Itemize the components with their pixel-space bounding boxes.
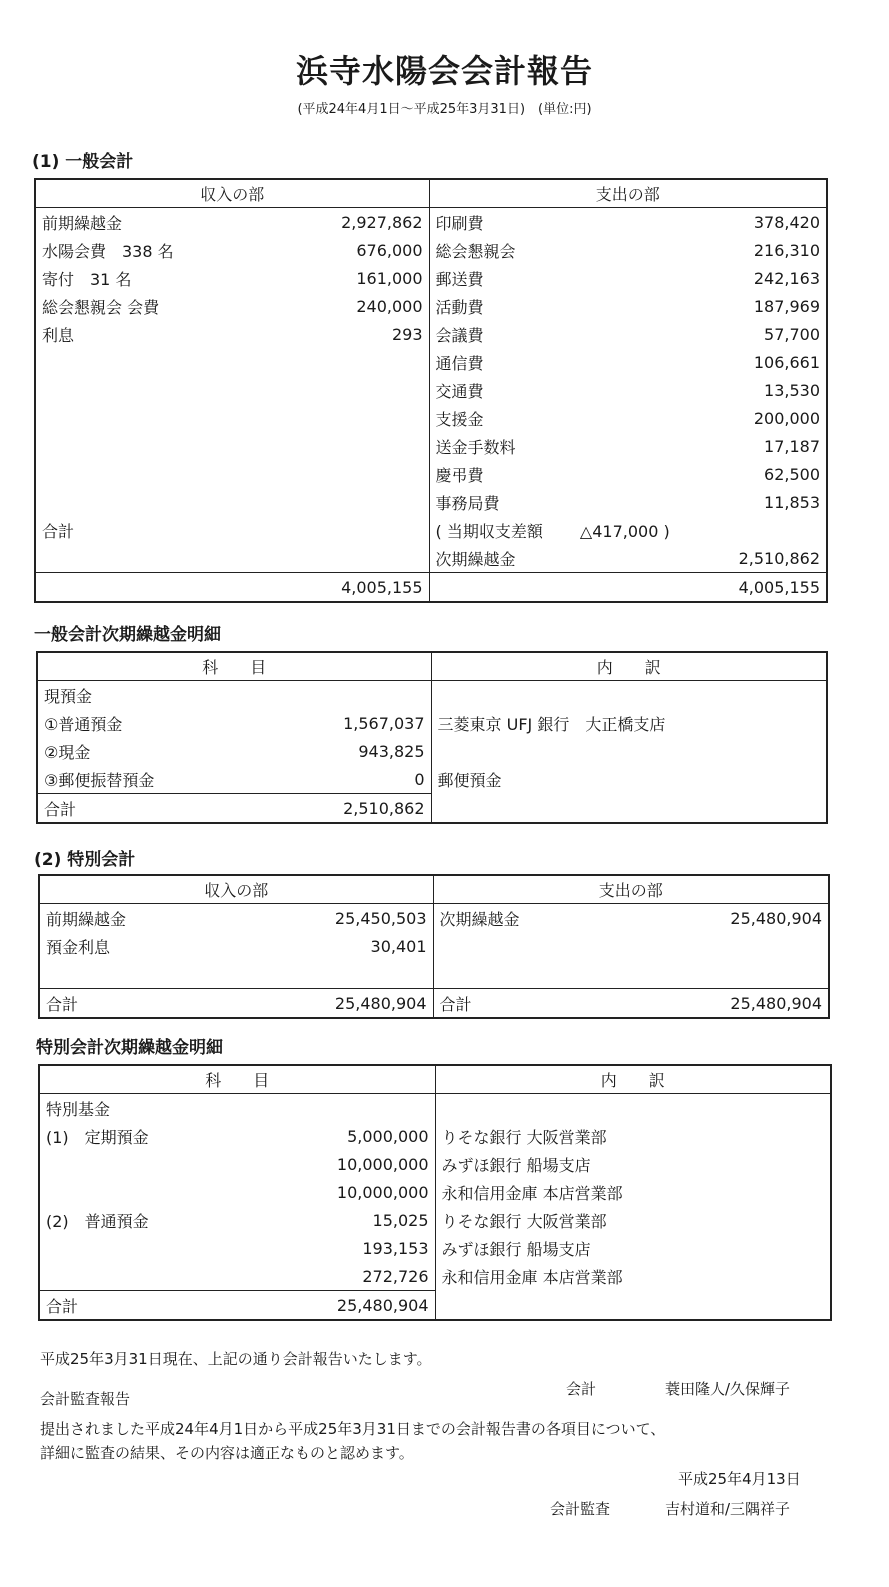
general-heading: (1) 一般会計 [32,152,134,172]
income-value: 240,000 [356,296,423,316]
special-detail-item-header: 科 目 [39,1065,435,1094]
expense-value: 242,163 [753,268,821,288]
expense-label: 印刷費 [429,208,729,237]
special-detail-row-label [39,1234,309,1262]
special-income-label: 預金利息 [46,937,111,957]
expense-value: 216,310 [753,240,821,260]
expense-label: 総会懇親会 [429,236,729,264]
detail-row-note: 三菱東京 UFJ 銀行 大正橋支店 [431,709,827,737]
special-detail-heading: 特別会計次期繰越金明細 [36,1038,223,1058]
income-total-label: 合計 [42,521,75,541]
document-title: 浜寺水陽会会計報告 [295,52,593,90]
auditor-names: 吉村道和/三隅祥子 [665,1500,791,1518]
special-detail-row-note: りそな銀行 大阪営業部 [435,1122,831,1150]
expense-label: 通信費 [429,348,729,376]
income-value: 676,000 [356,240,423,260]
detail-row-label: ③郵便振替預金 [44,770,155,790]
detail-total-value: 2,510,862 [307,794,431,824]
special-income-label: 前期繰越金 [46,909,127,929]
detail-row-label: ②現金 [44,742,91,762]
income-value: 2,927,862 [341,212,423,232]
special-income-header: 収入の部 [39,875,433,904]
expense-value: 106,661 [753,352,821,372]
special-detail-row-value: 272,726 [362,1266,429,1286]
special-detail-row-label [39,1150,309,1178]
general-detail-table [36,651,828,824]
expense-value: 378,420 [753,212,821,232]
special-account-table [38,874,830,1019]
expense-label: 郵送費 [429,264,729,292]
detail-total-label: 合計 [37,794,307,824]
special-expense-label: 次期繰越金 [433,904,703,933]
special-income-value: 30,401 [370,936,427,956]
special-detail-table [38,1064,832,1321]
detail-group-label: 現預金 [44,686,93,706]
audit-date: 平成25年4月13日 [678,1470,801,1488]
carry-forward-value: 2,510,862 [738,548,821,568]
special-detail-group-label: 特別基金 [46,1099,111,1119]
audit-text-line-2: 詳細に監査の結果、その内容は適正なものと認めます。 [40,1444,414,1462]
special-detail-row-label: (1) 定期預金 [46,1127,149,1147]
general-detail-heading: 一般会計次期繰越金明細 [34,625,221,645]
special-detail-row-note: みずほ銀行 船場支店 [435,1150,831,1178]
detail-row-value: 0 [414,769,425,789]
auditor-role: 会計監査 [550,1500,611,1518]
special-detail-breakdown-header: 内 訳 [435,1065,831,1094]
detail-row-note: 郵便預金 [431,765,827,794]
income-label: 寄付 31 名 [42,269,132,289]
detail-row-note [431,737,827,765]
expense-label: 支援金 [429,404,729,432]
special-detail-row-label: (2) 普通預金 [46,1211,149,1231]
special-detail-row-note: りそな銀行 大阪営業部 [435,1206,831,1234]
special-detail-row-label [39,1262,309,1291]
special-expense-total-value: 25,480,904 [703,989,829,1019]
expense-label: 事務局費 [429,488,729,516]
detail-item-header: 科 目 [37,652,431,681]
special-detail-total-value: 25,480,904 [309,1291,435,1321]
detail-row-value: 1,567,037 [343,713,425,733]
audit-text-line-1: 提出されました平成24年4月1日から平成25年3月31日までの会計報告書の各項目について、 [40,1420,666,1438]
carry-forward-label: 次期繰越金 [429,544,729,573]
detail-breakdown-header: 内 訳 [431,652,827,681]
expense-label: 送金手数料 [429,432,729,460]
general-expense-header: 支出の部 [429,179,827,208]
income-label: 水陽会費 338 名 [42,241,174,261]
special-expense-value: 25,480,904 [730,908,823,928]
treasurer-role: 会計 [566,1380,597,1398]
expense-value: 57,700 [764,324,821,344]
report-statement: 平成25年3月31日現在、上記の通り会計報告いたします。 [40,1350,432,1368]
general-income-header: 収入の部 [35,179,429,208]
expense-value: 17,187 [764,436,821,456]
special-income-value: 25,450,503 [334,908,427,928]
special-detail-row-value: 10,000,000 [336,1182,429,1202]
expense-total-value: 4,005,155 [729,573,827,603]
expense-label: 会議費 [429,320,729,348]
income-label: 利息 [42,325,75,345]
special-income-total-value: 25,480,904 [309,989,433,1019]
expense-label: 慶弔費 [429,460,729,488]
expense-label: 交通費 [429,376,729,404]
income-total-value: 4,005,155 [335,573,429,603]
special-detail-row-value: 10,000,000 [336,1154,429,1174]
special-detail-row-label [39,1178,309,1206]
income-label: 前期繰越金 [42,213,123,233]
income-value: 161,000 [356,268,423,288]
special-income-total-label: 合計 [39,989,309,1019]
detail-row-value: 943,825 [358,741,425,761]
document-subtitle: (平成24年4月1日～平成25年3月31日) (単位:円) [297,102,592,117]
audit-heading: 会計監査報告 [40,1390,131,1408]
expense-value: 187,969 [753,296,821,316]
special-detail-total-label: 合計 [39,1291,309,1321]
treasurer-names: 蓑田隆人/久保輝子 [665,1380,791,1398]
expense-label: 活動費 [429,292,729,320]
special-detail-row-value: 15,025 [372,1210,429,1230]
detail-row-label: ①普通預金 [44,714,123,734]
special-detail-row-note: 永和信用金庫 本店営業部 [435,1178,831,1206]
special-detail-row-note: みずほ銀行 船場支店 [435,1234,831,1262]
expense-value: 200,000 [753,408,821,428]
income-value: 293 [391,324,423,344]
special-expense-total-label: 合計 [433,989,703,1019]
special-detail-row-value: 193,153 [362,1238,429,1258]
special-detail-row-note: 永和信用金庫 本店営業部 [435,1262,831,1291]
income-label: 総会懇親会 会費 [42,297,160,317]
special-heading: (2) 特別会計 [34,850,136,870]
expense-value: 62,500 [764,464,821,484]
balance-note: ( 当期収支差額 △417,000 ) [429,516,827,544]
expense-value: 13,530 [764,380,821,400]
general-account-table [34,178,828,603]
special-detail-row-value: 5,000,000 [347,1126,429,1146]
expense-value: 11,853 [764,492,821,512]
special-expense-header: 支出の部 [433,875,829,904]
